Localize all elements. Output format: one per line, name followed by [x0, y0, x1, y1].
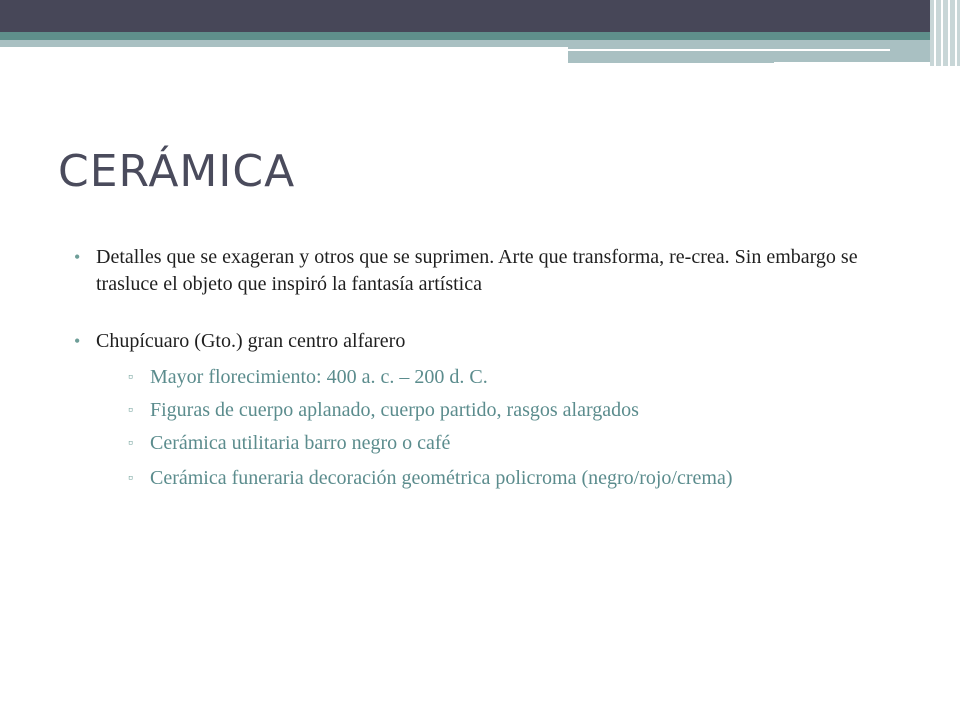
sub-bullet-item [128, 431, 904, 458]
bullet-text: gran centro alfarero [247, 330, 406, 352]
header-accent-line-lower [774, 62, 930, 64]
sub-bullet-text: Figuras de cuerpo aplanado, cuerpo partido, rasgos alargados [150, 399, 639, 421]
sub-bullet-text: barro negro o café [304, 432, 451, 454]
bullet-marker: • [74, 247, 81, 267]
sub-bullet-text: decoración geométrica policroma (negro/rojo/crema) [308, 467, 733, 489]
sub-bullet-item [128, 466, 904, 493]
slide-body [74, 244, 904, 493]
sub-bullet-text: Cerámica utilitaria [150, 432, 300, 454]
sub-bullet-text: Mayor florecimiento: 400 a. c. – 200 d. C. [150, 366, 488, 388]
sub-bullet-marker: ▫ [128, 403, 133, 418]
bullet-text: Detalles que se exageran y otros que se suprimen. Arte que transforma, re-crea. Sin embargo se trasluce el objeto que inspiró la fantasía artística [96, 246, 858, 295]
bullet-item [74, 328, 904, 357]
header-teal-band [0, 32, 960, 40]
bullet-item [74, 244, 904, 298]
sub-bullet-marker: ▫ [128, 436, 133, 451]
sub-bullet-marker: ▫ [128, 370, 133, 385]
sub-bullet-item [128, 365, 904, 390]
slide-title: CERÁMICA [58, 146, 296, 197]
sub-bullet-text: Cerámica funeraria [150, 467, 304, 489]
bullet-marker: • [74, 331, 81, 351]
header-accent-line [568, 49, 890, 51]
sub-bullet-marker: ▫ [128, 471, 133, 486]
bullet-text: Chupícuaro (Gto.) [96, 330, 243, 352]
sub-bullet-item [128, 398, 904, 423]
header-pale-band [0, 40, 930, 47]
header-dark-band [0, 0, 960, 32]
header-edge-stripes [930, 0, 960, 66]
